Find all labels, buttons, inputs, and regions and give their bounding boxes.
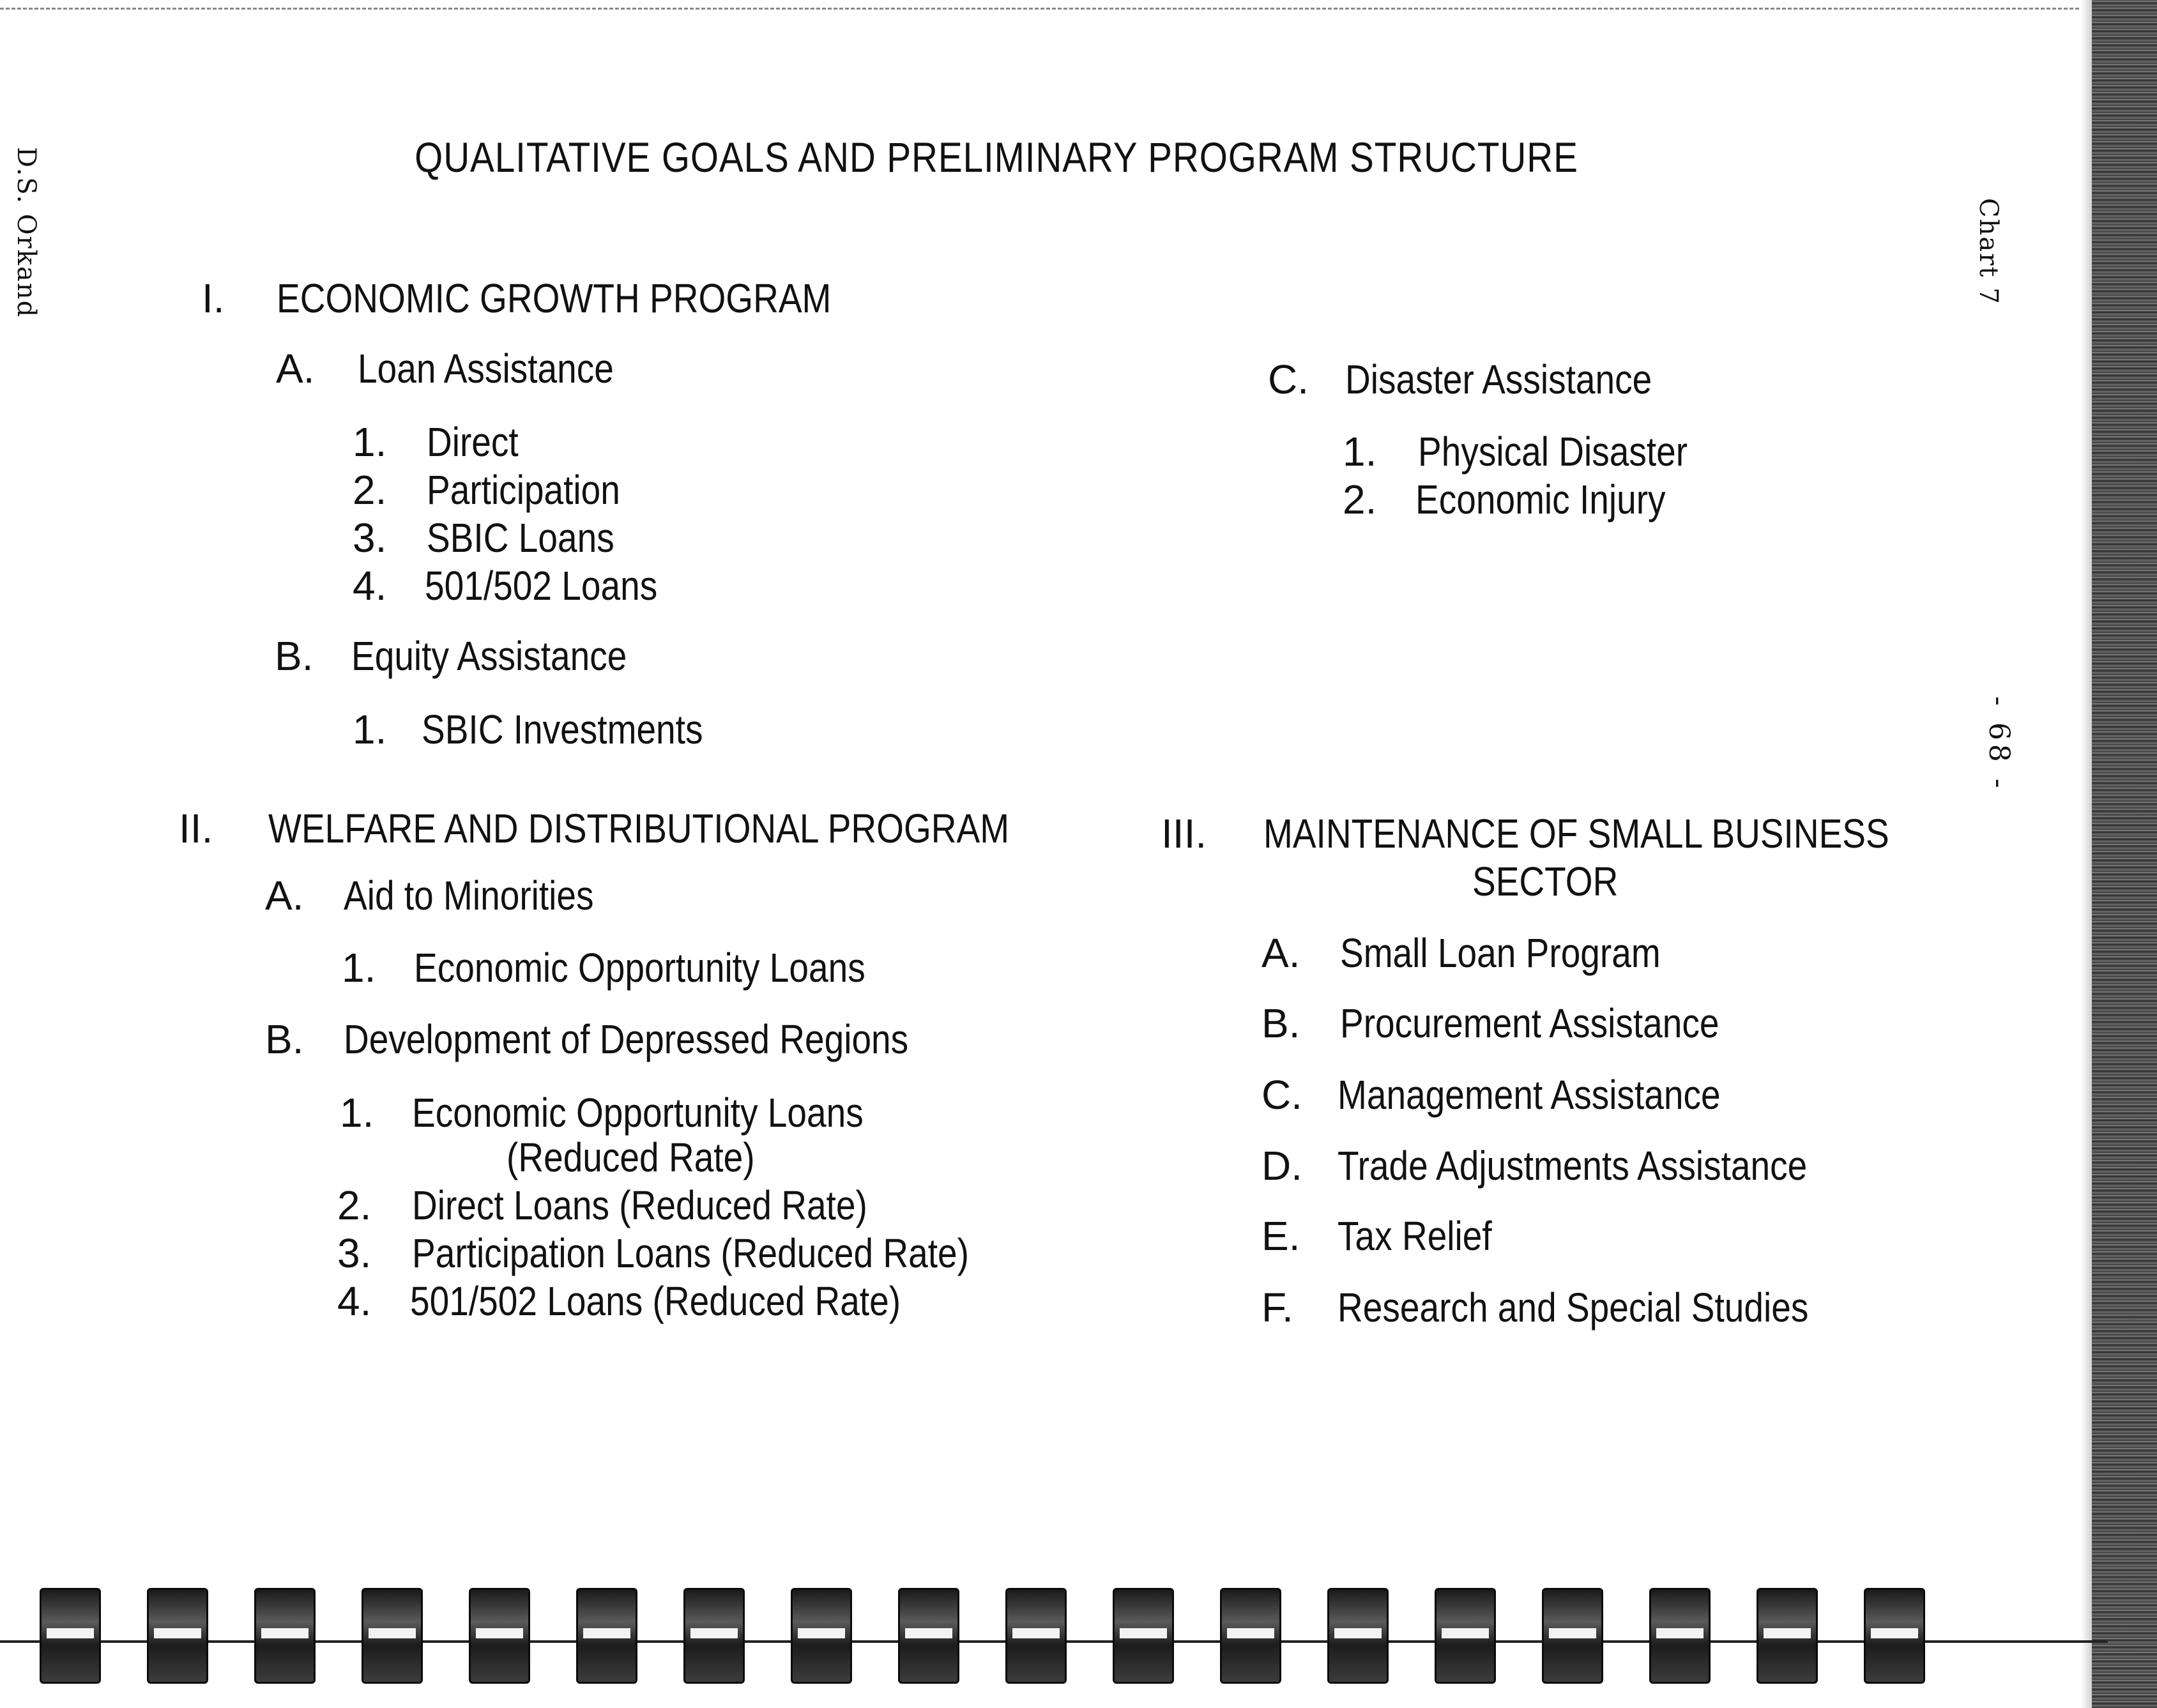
section-3-a-label: Small Loan Program <box>1340 930 1661 976</box>
section-2-b-3-label: Participation Loans (Reduced Rate) <box>412 1230 969 1276</box>
section-1-a-4-label: 501/502 Loans <box>425 563 658 609</box>
section-2-a-letter: A. <box>265 873 304 919</box>
section-2-b-label: Development of Depressed Regions <box>344 1016 909 1062</box>
section-3-c-letter: C. <box>1261 1072 1302 1118</box>
section-1-c-1-label: Physical Disaster <box>1418 429 1688 475</box>
chart-label: Chart 7 <box>1974 198 2003 305</box>
section-2-b-4-num: 4. <box>337 1278 372 1324</box>
section-1-c-2-label: Economic Injury <box>1415 477 1666 522</box>
section-3-numeral: III. <box>1161 811 1207 857</box>
section-1-a-2-num: 2. <box>353 467 387 513</box>
binding-ring <box>469 1588 530 1684</box>
binding-ring <box>1327 1588 1389 1684</box>
section-2-b-1-label-continued: (Reduced Rate) <box>507 1134 755 1180</box>
section-3-d-label: Trade Adjustments Assistance <box>1338 1143 1808 1189</box>
section-3-e-label: Tax Relief <box>1338 1213 1492 1259</box>
section-3-d-letter: D. <box>1261 1143 1302 1189</box>
page-number: - 68 - <box>1983 696 2015 792</box>
section-1-a-1-num: 1. <box>353 419 387 465</box>
binding-ring <box>576 1588 637 1684</box>
binding-ring <box>1435 1588 1496 1684</box>
section-3-heading: MAINTENANCE OF SMALL BUSINESS <box>1263 811 1889 857</box>
section-1-c-label: Disaster Assistance <box>1345 356 1652 402</box>
section-2-numeral: II. <box>179 805 213 851</box>
section-3-a-letter: A. <box>1261 930 1300 976</box>
section-1-a-label: Loan Assistance <box>358 346 614 392</box>
section-1-heading: ECONOMIC GROWTH PROGRAM <box>277 275 832 321</box>
section-1-c-2-num: 2. <box>1343 477 1377 522</box>
section-1-b-letter: B. <box>275 633 314 679</box>
page-top-edge <box>0 8 2108 10</box>
section-1-a-2-label: Participation <box>427 467 620 513</box>
section-2-b-1-num: 1. <box>340 1090 374 1136</box>
section-1-a-3-label: SBIC Loans <box>427 515 614 561</box>
section-2-a-label: Aid to Minorities <box>344 873 594 919</box>
section-3-b-label: Procurement Assistance <box>1340 1000 1719 1046</box>
binding-ring <box>1757 1588 1818 1684</box>
section-2-b-letter: B. <box>265 1016 304 1062</box>
binding-ring <box>1864 1588 1925 1684</box>
binding-ring <box>1005 1588 1067 1684</box>
author-margin-note: D.S. Orkand <box>11 147 41 319</box>
section-1-a-4-num: 4. <box>353 563 387 609</box>
section-3-f-label: Research and Special Studies <box>1338 1285 1809 1331</box>
binding-ring <box>1220 1588 1281 1684</box>
section-3-c-label: Management Assistance <box>1338 1072 1721 1118</box>
section-2-b-2-num: 2. <box>337 1182 372 1228</box>
binding-ring <box>683 1588 745 1684</box>
section-3-b-letter: B. <box>1261 1000 1300 1046</box>
section-1-a-letter: A. <box>276 346 315 392</box>
section-2-a-1-num: 1. <box>342 945 376 991</box>
binding-ring <box>1113 1588 1174 1684</box>
section-1-c-letter: C. <box>1268 356 1309 402</box>
section-1-a-3-num: 3. <box>353 515 387 561</box>
section-1-b-1-label: SBIC Investments <box>422 706 703 752</box>
binding-ring <box>791 1588 852 1684</box>
section-2-b-4-label: 501/502 Loans (Reduced Rate) <box>410 1278 901 1324</box>
binding-ring <box>362 1588 423 1684</box>
binding-ring <box>1649 1588 1711 1684</box>
binding-ring <box>147 1588 208 1684</box>
section-2-b-3-num: 3. <box>337 1230 372 1276</box>
section-3-e-letter: E. <box>1261 1213 1300 1259</box>
binding-ring <box>254 1588 316 1684</box>
section-1-c-1-num: 1. <box>1343 429 1377 475</box>
binding-ring <box>1542 1588 1603 1684</box>
section-1-b-label: Equity Assistance <box>351 633 627 679</box>
binding-ring <box>898 1588 959 1684</box>
binding-ring <box>40 1588 101 1684</box>
section-3-heading-continued: SECTOR <box>1472 858 1619 904</box>
page-right-edge <box>2092 0 2157 1708</box>
section-1-b-1-num: 1. <box>353 706 387 752</box>
section-3-f-letter: F. <box>1261 1285 1293 1331</box>
section-2-a-1-label: Economic Opportunity Loans <box>414 945 865 991</box>
section-2-b-1-label: Economic Opportunity Loans <box>412 1090 864 1136</box>
page-right-shadow <box>2081 0 2092 1708</box>
document-title: QUALITATIVE GOALS AND PRELIMINARY PROGRAM STRUCTURE <box>415 133 1578 181</box>
section-2-b-2-label: Direct Loans (Reduced Rate) <box>412 1182 867 1228</box>
section-1-a-1-label: Direct <box>427 419 519 465</box>
section-2-heading: WELFARE AND DISTRIBUTIONAL PROGRAM <box>268 805 1010 851</box>
section-1-numeral: I. <box>202 275 225 321</box>
